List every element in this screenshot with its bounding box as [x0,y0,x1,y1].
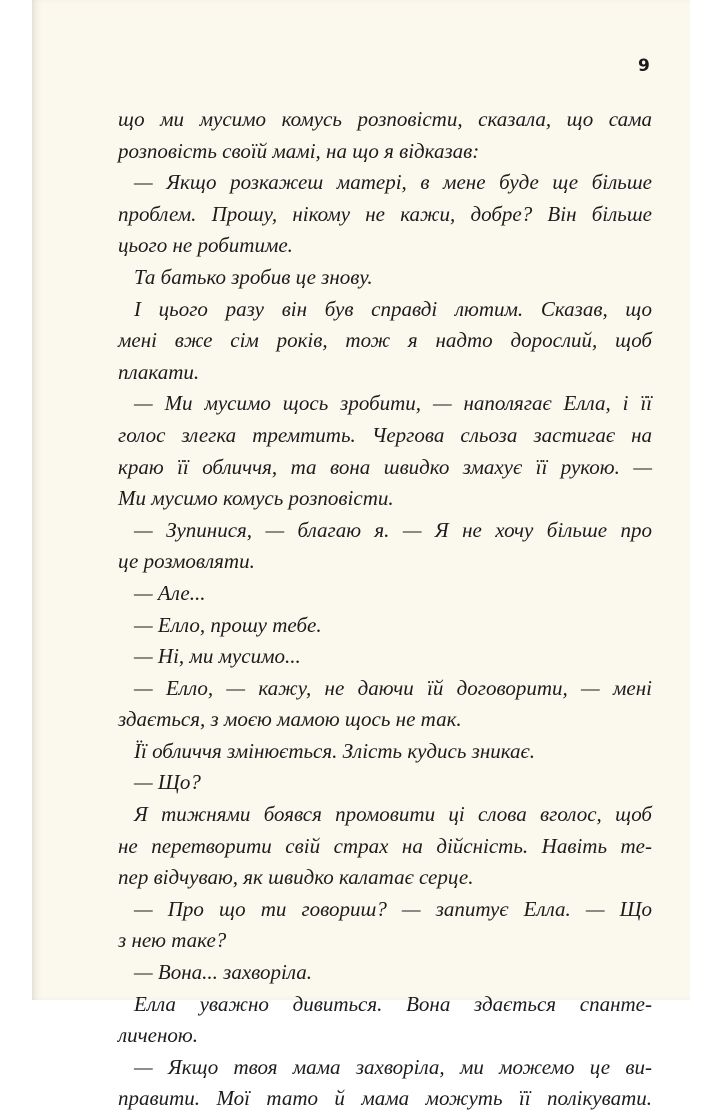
text-line: Я тижнями боявся промовити ці слова вголос, щоб [134,802,652,827]
text-line: — Але... [134,580,206,605]
text-line: цього не робитиме. [118,233,293,258]
text-line: Елла уважно дивиться. Вона здається спанте- [134,991,652,1016]
text-line: мені вже сім років, тож я надто дорослий, щоб [118,328,652,353]
text-line: пер відчуваю, як швидко калатає серце. [118,865,474,890]
text-line: Ми мусимо комусь розповісти. [118,486,394,511]
body-text [118,104,652,1115]
text-line: — Про що ти говориш? — запитує Елла. — Що [134,896,652,921]
text-line: — Вона... захворіла. [134,960,313,985]
text-line: що ми мусимо комусь розповісти, сказала, що сама [118,107,652,131]
text-line: плакати. [118,359,200,384]
text-line: І цього разу він був справді лютим. Сказав, що [134,296,652,321]
text-line: — Ми мусимо щось зробити, — наполягає Елла, і її [134,391,652,416]
text-line: з нею таке? [118,928,227,953]
page-number: 9 [638,56,650,76]
text-line: — Ні, ми мусимо... [134,644,301,669]
text-line: краю її обличчя, та вона швидко змахує її рукою. — [118,454,652,479]
text-line: Та батько зробив це знову. [134,264,373,289]
text-line: не перетворити свій страх на дійсність. Навіть те- [118,833,652,858]
text-line: правити. Мої тато й мама можуть її полікувати. [118,1086,652,1111]
book-page [32,0,690,1111]
text-line: личеною. [118,1023,198,1048]
text-line: — Елло, — кажу, не даючи їй договорити, — мені [134,675,652,700]
text-line: розповість своїй мамі, на що я відказав: [118,138,480,163]
text-line: це розмовляти. [118,549,255,574]
text-line: проблем. Прошу, нікому не кажи, добре? Він більше [118,201,652,226]
text-line: голос злегка тремтить. Чергова сльоза застигає на [118,422,652,447]
text-line: — Якщо твоя мама захворіла, ми можемо це ви- [134,1054,652,1079]
text-line: — Що? [134,770,201,795]
text-line: — Якщо розкажеш матері, в мене буде ще більше [134,170,652,195]
text-line: здається, з моєю мамою щось не так. [118,707,462,732]
text-line: — Елло, прошу тебе. [134,612,322,637]
text-line: Її обличчя змінюється. Злість кудись зникає. [134,738,535,763]
text-line: — Зупинися, — благаю я. — Я не хочу більше про [134,517,652,542]
